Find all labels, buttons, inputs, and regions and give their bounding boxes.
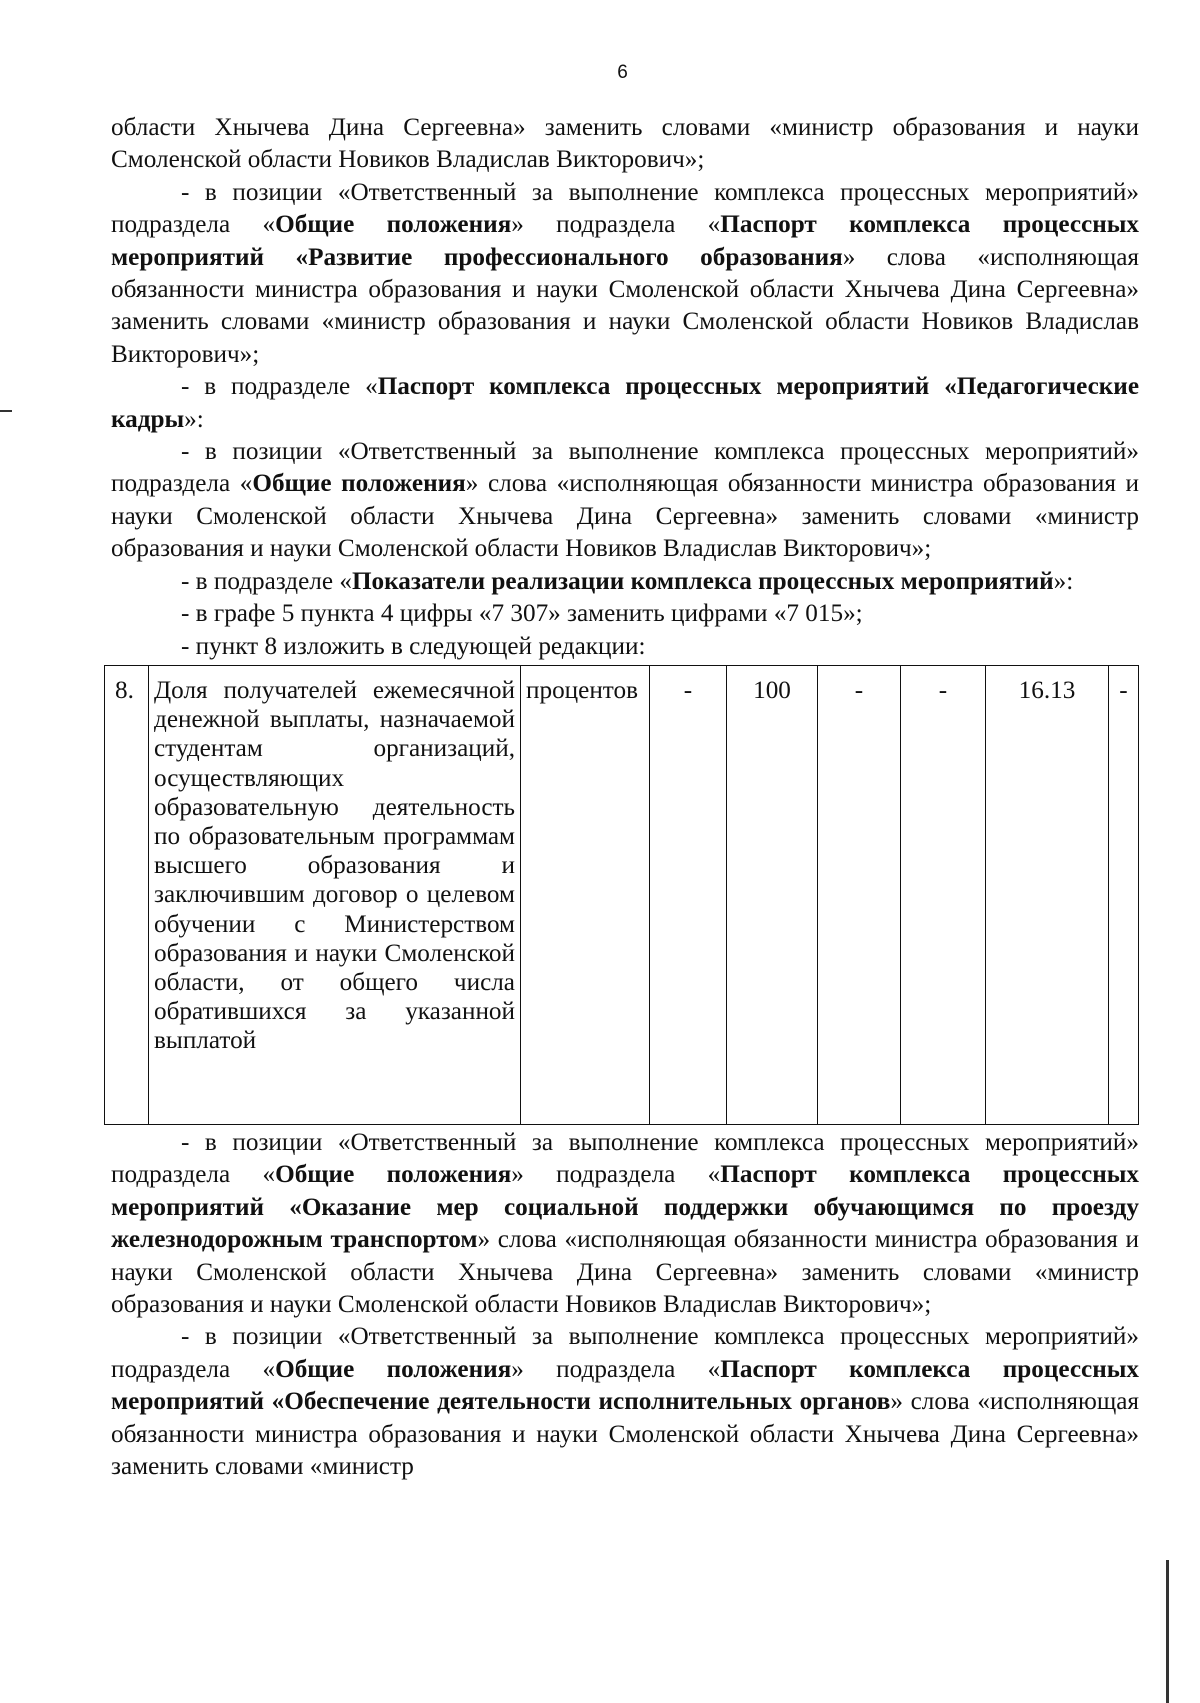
scan-artifact bbox=[0, 410, 12, 412]
cell-col9: - bbox=[1109, 665, 1139, 1124]
paragraph-9 bbox=[111, 1321, 1139, 1483]
cell-description: Доля получателей ежемесячной денежной выплаты, назначаемой студентам организаций, осуществляющих образовательную деятельность по образовательным программам высшего образования и заключившим договор о целевом обучении с Министерством образования и науки Смоленской области, от общего числа обратившихся за указанной выплатой bbox=[149, 665, 521, 1124]
text: » слова «исполняющая обязанности министра образования и науки Смоленской области Хнычева Дина Сергеевна» заменить словами «министр образования и науки Смоленской области Новиков Владислав Викторович»; bbox=[111, 1226, 1139, 1318]
cell-unit: процентов bbox=[521, 665, 650, 1124]
cell-number: 8. bbox=[105, 665, 149, 1124]
scan-artifact bbox=[1166, 1560, 1169, 1703]
indicator-table bbox=[104, 665, 1139, 1125]
cell-col7: - bbox=[901, 665, 986, 1124]
paragraph-4 bbox=[111, 436, 1139, 566]
bold-text: Показатели реализации комплекса процессных мероприятий bbox=[351, 567, 1054, 595]
document-body bbox=[111, 112, 1139, 1483]
text: - в позиции «Ответственный за выполнение комплекса процессных мероприятий» подраздела « bbox=[111, 178, 1139, 239]
text: - в подразделе « bbox=[181, 373, 378, 401]
text: - в позиции «Ответственный за выполнение комплекса процессных мероприятий» подраздела « bbox=[111, 438, 1139, 498]
paragraph-7: - пункт 8 изложить в следующей редакции: bbox=[181, 632, 646, 660]
table-row bbox=[105, 665, 1139, 1124]
paragraph-2 bbox=[111, 177, 1139, 371]
text: »: bbox=[1053, 567, 1074, 595]
bold-text: Общие положения bbox=[275, 1161, 512, 1189]
text: » подраздела « bbox=[511, 1355, 721, 1383]
text: » подраздела « bbox=[511, 1161, 721, 1189]
paragraph-5 bbox=[111, 566, 1139, 598]
text: - в позиции «Ответственный за выполнение комплекса процессных мероприятий» подраздела « bbox=[111, 1128, 1139, 1189]
text: - в позиции «Ответственный за выполнение комплекса процессных мероприятий» подраздела « bbox=[111, 1323, 1139, 1383]
text: » слова «исполняющая обязанности министра образования и науки Смоленской области Хнычева Дина Сергеевна» заменить словами «министр образования и науки Смоленской области Новиков Владислав Викторович»; bbox=[111, 243, 1139, 368]
text: » слова «исполняющая обязанности министра образования и науки Смоленской области Хнычева Дина Сергеевна» заменить словами «министр образования и науки Смоленской области Новиков Владислав Викторович»; bbox=[111, 470, 1139, 563]
cell-col8: 16.13 bbox=[986, 665, 1109, 1124]
bold-text: Паспорт комплекса процессных мероприятий «Педагогические кадры bbox=[111, 373, 1139, 433]
text: » подраздела « bbox=[511, 211, 721, 239]
paragraph-8 bbox=[111, 1127, 1139, 1321]
bold-text: Общие положения bbox=[252, 470, 466, 498]
paragraph-1: области Хнычева Дина Сергеевна» заменить словами «министр образования и науки Смоленской области Новиков Владислав Викторович»; bbox=[111, 114, 1139, 174]
text: »: bbox=[184, 405, 204, 433]
bold-text: Паспорт комплекса процессных мероприятий «Развитие профессионального образования bbox=[111, 211, 1139, 271]
text: » слова «исполняющая обязанности министра образования и науки Смоленской области Хнычева Дина Сергеевна» заменить словами «министр bbox=[111, 1388, 1139, 1480]
text: - в подразделе « bbox=[181, 567, 352, 595]
paragraph-3 bbox=[111, 371, 1139, 436]
page-number: 6 bbox=[617, 62, 628, 83]
cell-col4: - bbox=[650, 665, 727, 1124]
cell-col5: 100 bbox=[727, 665, 818, 1124]
paragraph-6: - в графе 5 пункта 4 цифры «7 307» заменить цифрами «7 015»; bbox=[181, 600, 863, 628]
cell-col6: - bbox=[818, 665, 901, 1124]
bold-text: Паспорт комплекса процессных мероприятий «Оказание мер социальной поддержки обучающимся по проезду железнодорожным транспортом bbox=[111, 1161, 1139, 1254]
bold-text: Паспорт комплекса процессных мероприятий «Обеспечение деятельности исполнительных органов bbox=[111, 1355, 1139, 1416]
bold-text: Общие положения bbox=[275, 1355, 512, 1383]
bold-text: Общие положения bbox=[275, 211, 512, 239]
